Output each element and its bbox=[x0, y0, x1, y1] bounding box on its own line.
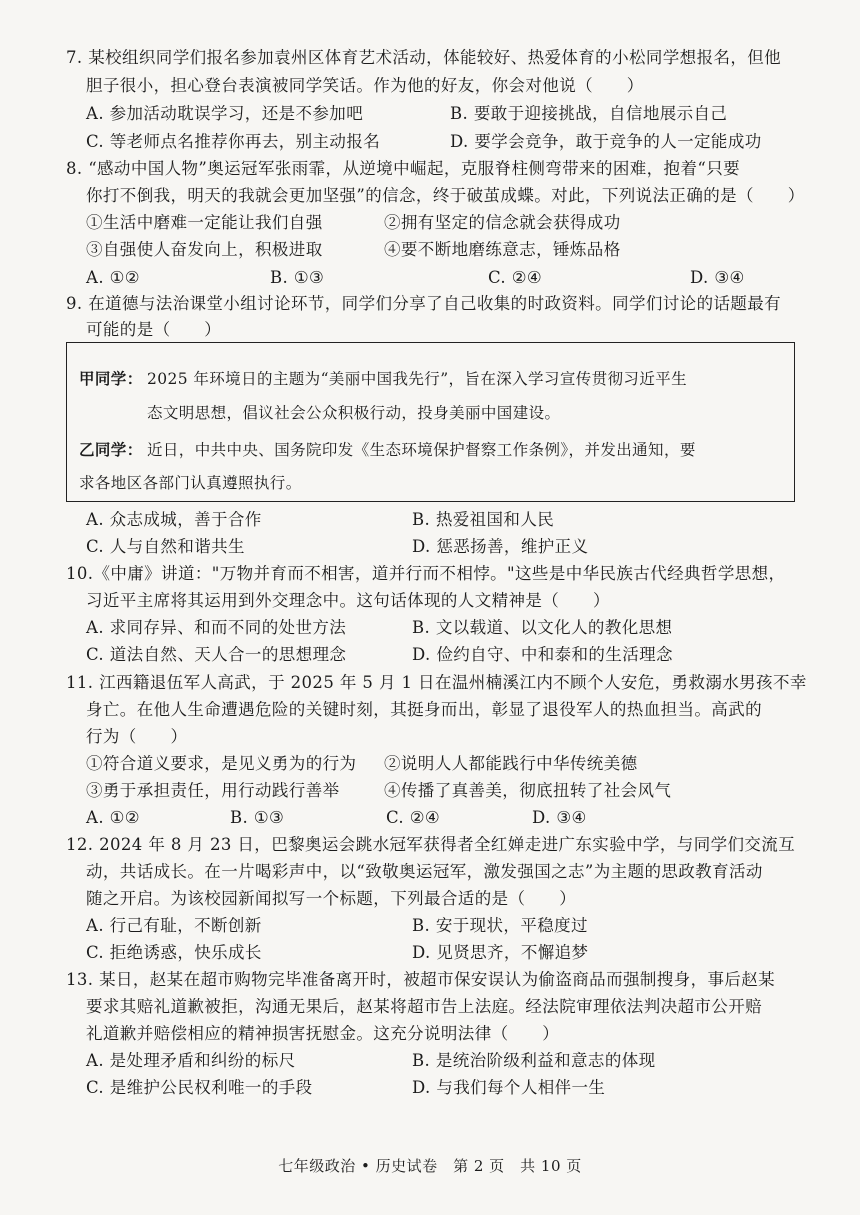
q8-statement-3: ③自强使人奋发向上，积极进取 bbox=[86, 240, 323, 259]
q7-option-c: C. 等老师点名推荐你再去，别主动报名 bbox=[86, 132, 381, 151]
q9-student-b-line2: 求各地区各部门认真遵照执行。 bbox=[79, 474, 302, 492]
q12-stem-line2: 动，共话成长。在一片喝彩声中，以“致敬奥运冠军，激发强国之志”为主题的思政教育活动 bbox=[86, 862, 763, 881]
q7-stem-line2: 胆子很小，担心登台表演被同学笑话。作为他的好友，你会对他说（ ） bbox=[86, 76, 644, 95]
q8-option-b: B. ①③ bbox=[270, 268, 325, 287]
q10-stem-line1: 10.《中庸》讲道："万物并育而不相害，道并行而不相悖。"这些是中华民族古代经典哲学思想， bbox=[66, 564, 786, 583]
q7-option-a: A. 参加活动耽误学习，还是不参加吧 bbox=[86, 104, 364, 123]
q9-option-a: A. 众志成城，善于合作 bbox=[86, 510, 262, 529]
q11-option-d: D. ③④ bbox=[532, 808, 587, 827]
q11-stem-line2: 身亡。在他人生命遭遇危险的关键时刻，其挺身而出，彰显了退役军人的热血担当。高武的 bbox=[86, 700, 762, 719]
q10-option-c: C. 道法自然、天人合一的思想理念 bbox=[86, 645, 347, 664]
q9-option-b: B. 热爱祖国和人民 bbox=[412, 510, 555, 529]
q13-option-d: D. 与我们每个人相伴一生 bbox=[412, 1078, 606, 1097]
q13-option-c: C. 是维护公民权利唯一的手段 bbox=[86, 1078, 313, 1097]
q7-stem-line1: 7. 某校组织同学们报名参加袁州区体育艺术活动，体能较好、热爱体育的小松同学想报名，但他 bbox=[66, 48, 782, 67]
q12-option-d: D. 见贤思齐，不懈追梦 bbox=[412, 943, 589, 962]
q9-option-c: C. 人与自然和谐共生 bbox=[86, 537, 245, 556]
q12-option-c: C. 拒绝诱惑，快乐成长 bbox=[86, 943, 262, 962]
q11-statement-1: ①符合道义要求，是见义勇为的行为 bbox=[86, 754, 357, 773]
q10-option-b: B. 文以载道、以文化人的教化思想 bbox=[412, 618, 673, 637]
q9-student-b-label: 乙同学： bbox=[79, 440, 143, 459]
q8-option-c: C. ②④ bbox=[488, 268, 543, 287]
q9-option-d: D. 惩恶扬善，维护正义 bbox=[412, 537, 589, 556]
q9-stem-line2: 可能的是（ ） bbox=[86, 320, 222, 339]
q11-statement-3: ③勇于承担责任，用行动践行善举 bbox=[86, 781, 340, 800]
q13-option-b: B. 是统治阶级利益和意志的体现 bbox=[412, 1051, 656, 1070]
q12-option-b: B. 安于现状，平稳度过 bbox=[412, 916, 588, 935]
q11-stem-line3: 行为（ ） bbox=[86, 727, 188, 746]
q8-statement-2: ②拥有坚定的信念就会获得成功 bbox=[384, 213, 621, 232]
q8-statement-1: ①生活中磨难一定能让我们自强 bbox=[86, 213, 323, 232]
q10-stem-line2: 习近平主席将其运用到外交理念中。这句话体现的人文精神是（ ） bbox=[86, 591, 610, 610]
q11-statement-4: ④传播了真善美，彻底扭转了社会风气 bbox=[384, 781, 672, 800]
q10-option-d: D. 俭约自守、中和泰和的生活理念 bbox=[412, 645, 673, 664]
q8-option-d: D. ③④ bbox=[690, 268, 745, 287]
q10-option-a: A. 求同存异、和而不同的处世方法 bbox=[86, 618, 347, 637]
q9-student-a-line1: 2025 年环境日的主题为“美丽中国我先行”，旨在深入学习宣传贯彻习近平生 bbox=[147, 370, 688, 388]
q13-option-a: A. 是处理矛盾和纠纷的标尺 bbox=[86, 1051, 296, 1070]
q9-stem-line1: 9. 在道德与法治课堂小组讨论环节，同学们分享了自己收集的时政资料。同学们讨论的话题最有 bbox=[66, 294, 782, 313]
q12-option-a: A. 行己有耻，不断创新 bbox=[86, 916, 262, 935]
q9-student-a-label: 甲同学： bbox=[79, 369, 143, 388]
q11-option-b: B. ①③ bbox=[230, 808, 285, 827]
q11-stem-line1: 11. 江西籍退伍军人高武，于 2025 年 5 月 1 日在温州楠溪江内不顾个人安危，勇救溺水男孩不幸 bbox=[66, 673, 807, 692]
q13-stem-line2: 要求其赔礼道歉被拒，沟通无果后，赵某将超市告上法庭。经法院审理依法判决超市公开赔 bbox=[86, 997, 762, 1016]
q7-option-d: D. 要学会竞争，敢于竞争的人一定能成功 bbox=[450, 132, 762, 151]
q12-stem-line1: 12. 2024 年 8 月 23 日，巴黎奥运会跳水冠军获得者全红婵走进广东实验中学，与同学们交流互 bbox=[66, 835, 796, 854]
q13-stem-line1: 13. 某日，赵某在超市购物完毕准备离开时，被超市保安误认为偷盗商品而强制搜身，事后赵某 bbox=[66, 970, 776, 989]
q8-statement-4: ④要不断地磨练意志，锤炼品格 bbox=[384, 240, 621, 259]
q11-option-a: A. ①② bbox=[86, 808, 140, 827]
q8-stem-line2: 你打不倒我，明天的我就会更加坚强”的信念，终于破茧成蝶。对此，下列说法正确的是（ ） bbox=[86, 186, 805, 205]
q9-student-a-line2: 态文明思想，倡议社会公众积极行动，投身美丽中国建设。 bbox=[147, 404, 561, 422]
page-footer: 七年级政治 • 历史试卷 第 2 页 共 10 页 bbox=[278, 1157, 582, 1175]
q9-student-b-line1: 近日，中共中央、国务院印发《生态环境保护督察工作条例》，并发出通知，要 bbox=[147, 441, 696, 459]
q11-statement-2: ②说明人人都能践行中华传统美德 bbox=[384, 754, 638, 773]
q9-material-box bbox=[66, 342, 795, 502]
q8-option-a: A. ①② bbox=[86, 268, 140, 287]
q12-stem-line3: 随之开启。为该校园新闻拟写一个标题，下列最合适的是（ ） bbox=[86, 889, 577, 908]
q8-stem-line1: 8. “感动中国人物”奥运冠军张雨霏，从逆境中崛起，克服脊柱侧弯带来的困难，抱着“只要 bbox=[66, 159, 740, 178]
q11-option-c: C. ②④ bbox=[386, 808, 441, 827]
q13-stem-line3: 礼道歉并赔偿相应的精神损害抚慰金。这充分说明法律（ ） bbox=[86, 1024, 560, 1043]
q7-option-b: B. 要敢于迎接挑战，自信地展示自己 bbox=[450, 104, 728, 123]
